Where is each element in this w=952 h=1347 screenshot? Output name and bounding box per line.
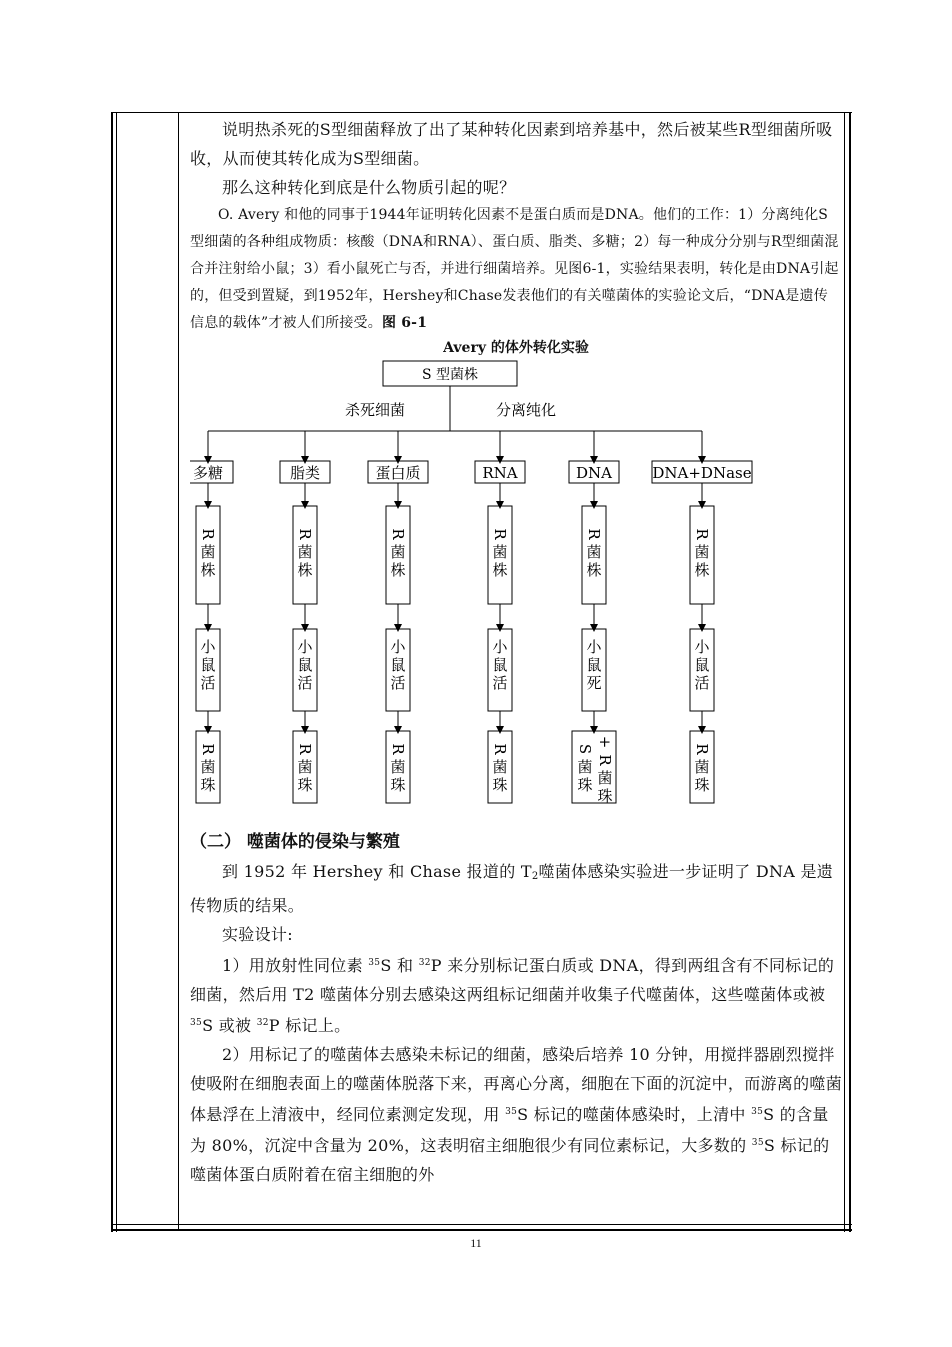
strain-label: 菌 xyxy=(586,543,602,561)
mouse-result-label: 鼠 xyxy=(390,656,406,674)
culture-result-label: 珠 xyxy=(200,776,216,794)
culture-result-label: R xyxy=(693,743,711,755)
component-label: 脂类 xyxy=(289,464,321,482)
diagram-column xyxy=(190,461,233,803)
culture-result-label: + xyxy=(596,735,614,749)
culture-result-label: 菌 xyxy=(694,758,710,776)
paragraph: O. Avery 和他的同事于1944年证明转化因素不是蛋白质而是DNA。他们的工作：1）分离纯化S型细菌的各种组成物质：核酸（DNA和RNA）、蛋白质、脂类、多糖；2）每一种成分分别与R型细菌混合并注射给小鼠；3）看小鼠死亡与否，并进行细菌培养。见图6-1，实验结果表明，转化是由DNA引起的，但受到置疑，到1952年，Hershey和Chase发表他们的有关噬菌体的实验论文后，“DNA是遗传信息的载体”才被人们所接受。图 6-1 xyxy=(190,207,839,331)
culture-result-label: R xyxy=(296,743,314,755)
diagram-column xyxy=(475,461,525,803)
branch-label-left: 杀死细菌 xyxy=(344,401,406,419)
figure-reference: 图 6-1 xyxy=(381,315,428,331)
culture-result-label: 珠 xyxy=(577,776,593,794)
component-label: RNA xyxy=(482,464,518,482)
component-label: DNA+DNase xyxy=(652,464,752,482)
branch-label-right: 分离纯化 xyxy=(495,401,557,419)
paragraph: 说明热杀死的S型细菌释放了出了某种转化因素到培养基中，然后被某些R型细菌所吸收，从而使其转化成为S型细菌。 xyxy=(190,120,833,168)
culture-result-label: 菌 xyxy=(297,758,313,776)
paragraph: 到 1952 年 Hershey 和 Chase 报道的 $T_2$噬菌体感染实验进一步证明了 DNA 是遗传物质的结果。 xyxy=(190,862,834,915)
mouse-result-label: 小 xyxy=(390,638,406,656)
root-node xyxy=(383,361,517,386)
mouse-result-label: 小 xyxy=(200,638,216,656)
mouse-result-label: 死 xyxy=(586,674,602,692)
culture-result-label: 珠 xyxy=(297,776,313,794)
strain-label: R xyxy=(296,528,314,540)
mouse-result-label: 小 xyxy=(694,638,710,656)
culture-result-label: 菌 xyxy=(577,758,593,776)
culture-result-label: 菌 xyxy=(597,769,613,787)
root-label: S 型菌株 xyxy=(421,367,479,383)
paragraph: 1）用放射性同位素 $^{35}$S 和 $^{32}$P 来分别标记蛋白质或 DNA，得到两组含有不同标记的细菌，然后用 T2 噬菌体分别去感染这两组标记细菌并收集子代噬菌体，这些噬菌体或被 $^{35}$S 或被 $^{32}$P 标记上。 xyxy=(190,956,835,1035)
mouse-result-label: 鼠 xyxy=(694,656,710,674)
strain-label: 菌 xyxy=(390,543,406,561)
section-heading: （二） 噬菌体的侵染与繁殖 xyxy=(190,832,400,852)
paragraph: 2）用标记了的噬菌体去感染未标记的细菌，感染后培养 10 分钟，用搅拌器剧烈搅拌使吸附在细胞表面上的噬菌体脱落下来，再离心分离，细胞在下面的沉淀中，而游离的噬菌体悬浮在上清液中，经同位素测定发现，用 $^{35}$S 标记的噬菌体感染时，上清中 $^{35}$S 的含量为 80%，沉淀中含量为 20%，这表明宿主细胞很少有同位素标记，大多数的 $^{35}$S 标记的噬菌体蛋白质附着在宿主细胞的外 xyxy=(190,1045,843,1184)
component-label: 蛋白质 xyxy=(375,464,421,482)
strain-label: R xyxy=(491,528,509,540)
strain-label: 菌 xyxy=(492,543,508,561)
culture-result-label: S xyxy=(576,743,594,755)
culture-result-label: 珠 xyxy=(597,787,613,805)
strain-label: 菌 xyxy=(694,543,710,561)
culture-result-label: R xyxy=(389,743,407,755)
component-label: 多糖 xyxy=(192,464,224,482)
mouse-result-label: 小 xyxy=(492,638,508,656)
strain-label: R xyxy=(389,528,407,540)
mouse-result-label: 活 xyxy=(694,674,710,692)
mouse-result-label: 活 xyxy=(200,674,216,692)
strain-label: 株 xyxy=(297,561,313,579)
mouse-result-label: 活 xyxy=(492,674,508,692)
mouse-result-label: 鼠 xyxy=(492,656,508,674)
culture-result-label: 菌 xyxy=(200,758,216,776)
mouse-result-label: 活 xyxy=(297,674,313,692)
culture-result-label: R xyxy=(596,754,614,766)
page-content xyxy=(190,115,842,1189)
culture-result-label: 珠 xyxy=(492,776,508,794)
strain-label: R xyxy=(585,528,603,540)
mouse-result-label: 小 xyxy=(586,638,602,656)
mouse-result-label: 鼠 xyxy=(586,656,602,674)
mouse-result-label: 小 xyxy=(297,638,313,656)
culture-result-label: R xyxy=(491,743,509,755)
strain-label: R xyxy=(199,528,217,540)
diagram-column xyxy=(280,461,330,803)
diagram-column xyxy=(652,461,752,803)
mouse-result-label: 鼠 xyxy=(297,656,313,674)
culture-result-label: 菌 xyxy=(492,758,508,776)
paragraph: 那么这种转化到底是什么物质引起的呢？ xyxy=(222,178,516,197)
culture-result-label: 珠 xyxy=(694,776,710,794)
strain-label: R xyxy=(693,528,711,540)
figure-caption: Avery 的体外转化实验 xyxy=(443,340,589,356)
mouse-result-label: 鼠 xyxy=(200,656,216,674)
component-label: DNA xyxy=(576,464,612,482)
paragraph: 实验设计: xyxy=(222,925,293,944)
diagram-column xyxy=(368,461,428,803)
strain-label: 菌 xyxy=(200,543,216,561)
strain-label: 株 xyxy=(492,561,508,579)
strain-label: 菌 xyxy=(297,543,313,561)
strain-label: 株 xyxy=(200,561,216,579)
avery-diagram xyxy=(190,359,842,819)
culture-result-label: R xyxy=(199,743,217,755)
mouse-result-label: 活 xyxy=(390,674,406,692)
culture-result-label: 珠 xyxy=(390,776,406,794)
strain-label: 株 xyxy=(586,561,602,579)
strain-label: 株 xyxy=(390,561,406,579)
page-number: 11 xyxy=(470,1236,482,1250)
diagram-column xyxy=(569,461,619,805)
strain-label: 株 xyxy=(694,561,710,579)
culture-result-label: 菌 xyxy=(390,758,406,776)
